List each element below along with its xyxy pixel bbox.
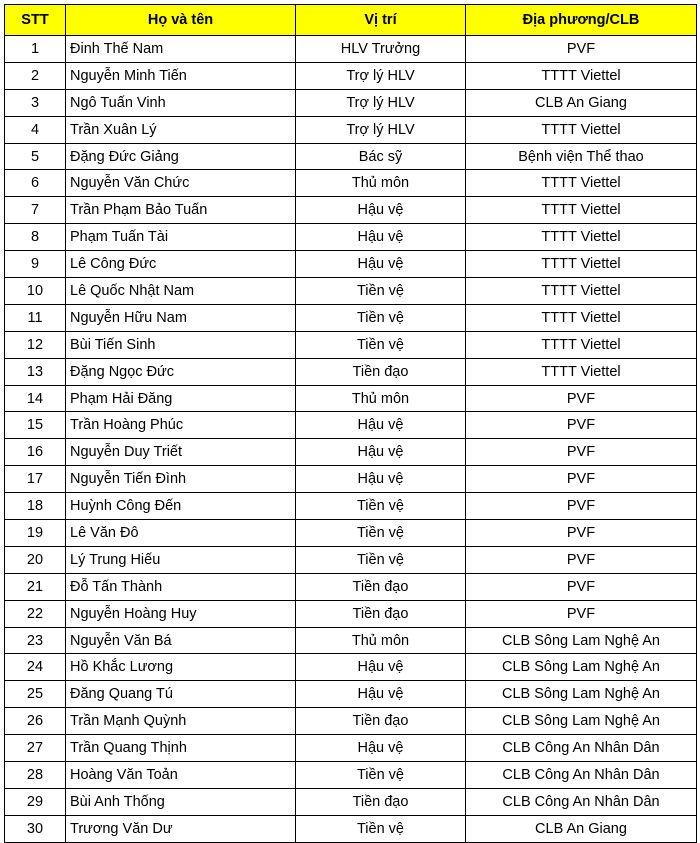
cell-stt: 8 [5, 224, 66, 251]
cell-position: Tiền vệ [296, 762, 466, 789]
cell-name: Ngô Tuấn Vinh [66, 89, 296, 116]
table-row [5, 573, 697, 600]
cell-position: Tiền vệ [296, 520, 466, 547]
cell-position: Tiền đạo [296, 573, 466, 600]
cell-position: HLV Trưởng [296, 36, 466, 63]
cell-name: Hoàng Văn Toản [66, 762, 296, 789]
cell-position: Tiền vệ [296, 815, 466, 842]
cell-club: TTTT Viettel [466, 331, 697, 358]
cell-position: Tiền vệ [296, 546, 466, 573]
cell-name: Nguyễn Duy Triết [66, 439, 296, 466]
table-row [5, 278, 697, 305]
roster-body [5, 36, 697, 843]
roster-table [4, 4, 697, 843]
table-row [5, 439, 697, 466]
table-row [5, 170, 697, 197]
cell-stt: 17 [5, 466, 66, 493]
table-row [5, 358, 697, 385]
cell-name: Phạm Hải Đăng [66, 385, 296, 412]
cell-name: Đặng Đức Giảng [66, 143, 296, 170]
cell-club: TTTT Viettel [466, 170, 697, 197]
table-row [5, 681, 697, 708]
cell-name: Đăng Quang Tú [66, 681, 296, 708]
cell-club: TTTT Viettel [466, 116, 697, 143]
cell-position: Bác sỹ [296, 143, 466, 170]
cell-name: Nguyễn Tiến Đình [66, 466, 296, 493]
table-row [5, 627, 697, 654]
cell-stt: 22 [5, 600, 66, 627]
table-row [5, 654, 697, 681]
cell-position: Tiền đạo [296, 708, 466, 735]
cell-club: PVF [466, 466, 697, 493]
cell-name: Trần Hoàng Phúc [66, 412, 296, 439]
table-row [5, 143, 697, 170]
cell-stt: 29 [5, 788, 66, 815]
cell-name: Đỗ Tấn Thành [66, 573, 296, 600]
cell-club: TTTT Viettel [466, 304, 697, 331]
cell-club: PVF [466, 493, 697, 520]
cell-name: Lê Văn Đô [66, 520, 296, 547]
cell-position: Hậu vệ [296, 681, 466, 708]
cell-position: Hậu vệ [296, 735, 466, 762]
cell-position: Tiền vệ [296, 278, 466, 305]
cell-stt: 9 [5, 251, 66, 278]
cell-club: CLB Công An Nhân Dân [466, 735, 697, 762]
cell-stt: 24 [5, 654, 66, 681]
cell-stt: 10 [5, 278, 66, 305]
cell-stt: 23 [5, 627, 66, 654]
cell-name: Nguyễn Hữu Nam [66, 304, 296, 331]
cell-club: CLB Sông Lam Nghệ An [466, 627, 697, 654]
cell-position: Hậu vệ [296, 412, 466, 439]
cell-name: Hồ Khắc Lương [66, 654, 296, 681]
cell-stt: 19 [5, 520, 66, 547]
cell-position: Tiền đạo [296, 600, 466, 627]
cell-position: Thủ môn [296, 170, 466, 197]
cell-name: Bùi Tiến Sinh [66, 331, 296, 358]
cell-club: CLB Công An Nhân Dân [466, 788, 697, 815]
cell-club: PVF [466, 439, 697, 466]
table-row [5, 815, 697, 842]
cell-club: PVF [466, 600, 697, 627]
cell-club: PVF [466, 412, 697, 439]
table-row [5, 62, 697, 89]
cell-name: Phạm Tuấn Tài [66, 224, 296, 251]
table-row [5, 224, 697, 251]
cell-position: Hậu vệ [296, 654, 466, 681]
table-row [5, 788, 697, 815]
cell-stt: 1 [5, 36, 66, 63]
cell-club: PVF [466, 520, 697, 547]
header-position: Vị trí [296, 5, 466, 36]
table-row [5, 762, 697, 789]
table-row [5, 493, 697, 520]
cell-stt: 4 [5, 116, 66, 143]
cell-name: Nguyễn Văn Bá [66, 627, 296, 654]
cell-club: TTTT Viettel [466, 224, 697, 251]
cell-club: CLB An Giang [466, 815, 697, 842]
header-name: Họ và tên [66, 5, 296, 36]
cell-name: Lê Công Đức [66, 251, 296, 278]
table-row [5, 36, 697, 63]
cell-position: Hậu vệ [296, 251, 466, 278]
cell-club: TTTT Viettel [466, 251, 697, 278]
cell-position: Tiền đạo [296, 358, 466, 385]
cell-name: Đặng Ngọc Đức [66, 358, 296, 385]
table-row [5, 385, 697, 412]
cell-club: PVF [466, 573, 697, 600]
cell-name: Trần Phạm Bảo Tuấn [66, 197, 296, 224]
cell-stt: 18 [5, 493, 66, 520]
cell-position: Thủ môn [296, 385, 466, 412]
cell-club: PVF [466, 385, 697, 412]
cell-name: Trương Văn Dư [66, 815, 296, 842]
cell-stt: 15 [5, 412, 66, 439]
cell-club: TTTT Viettel [466, 62, 697, 89]
cell-name: Nguyễn Văn Chức [66, 170, 296, 197]
table-row [5, 251, 697, 278]
cell-name: Trần Xuân Lý [66, 116, 296, 143]
table-row [5, 331, 697, 358]
cell-stt: 2 [5, 62, 66, 89]
cell-position: Thủ môn [296, 627, 466, 654]
table-row [5, 466, 697, 493]
cell-stt: 13 [5, 358, 66, 385]
cell-position: Trợ lý HLV [296, 89, 466, 116]
header-row [5, 5, 697, 36]
cell-stt: 28 [5, 762, 66, 789]
header-club: Địa phương/CLB [466, 5, 697, 36]
cell-stt: 11 [5, 304, 66, 331]
cell-stt: 16 [5, 439, 66, 466]
cell-club: TTTT Viettel [466, 278, 697, 305]
cell-position: Tiền vệ [296, 304, 466, 331]
cell-stt: 12 [5, 331, 66, 358]
cell-position: Tiền vệ [296, 331, 466, 358]
cell-stt: 6 [5, 170, 66, 197]
cell-position: Hậu vệ [296, 197, 466, 224]
table-row [5, 116, 697, 143]
cell-club: CLB Sông Lam Nghệ An [466, 681, 697, 708]
cell-name: Lý Trung Hiếu [66, 546, 296, 573]
table-row [5, 600, 697, 627]
cell-stt: 5 [5, 143, 66, 170]
table-row [5, 546, 697, 573]
cell-club: TTTT Viettel [466, 197, 697, 224]
cell-stt: 25 [5, 681, 66, 708]
cell-name: Nguyễn Minh Tiến [66, 62, 296, 89]
table-row [5, 708, 697, 735]
cell-club: CLB An Giang [466, 89, 697, 116]
cell-stt: 7 [5, 197, 66, 224]
cell-name: Đinh Thế Nam [66, 36, 296, 63]
cell-stt: 30 [5, 815, 66, 842]
cell-club: CLB Sông Lam Nghệ An [466, 654, 697, 681]
cell-position: Trợ lý HLV [296, 116, 466, 143]
cell-name: Trần Mạnh Quỳnh [66, 708, 296, 735]
cell-position: Tiền vệ [296, 493, 466, 520]
cell-position: Hậu vệ [296, 466, 466, 493]
cell-stt: 27 [5, 735, 66, 762]
table-row [5, 735, 697, 762]
cell-name: Lê Quốc Nhật Nam [66, 278, 296, 305]
table-row [5, 89, 697, 116]
cell-stt: 21 [5, 573, 66, 600]
cell-stt: 3 [5, 89, 66, 116]
header-stt: STT [5, 5, 66, 36]
cell-position: Hậu vệ [296, 439, 466, 466]
cell-name: Huỳnh Công Đến [66, 493, 296, 520]
cell-club: PVF [466, 546, 697, 573]
cell-club: Bệnh viện Thể thao [466, 143, 697, 170]
cell-club: CLB Sông Lam Nghệ An [466, 708, 697, 735]
cell-position: Tiền đạo [296, 788, 466, 815]
cell-club: TTTT Viettel [466, 358, 697, 385]
table-row [5, 304, 697, 331]
table-row [5, 197, 697, 224]
table-row [5, 412, 697, 439]
cell-stt: 14 [5, 385, 66, 412]
cell-club: CLB Công An Nhân Dân [466, 762, 697, 789]
cell-name: Bùi Anh Thống [66, 788, 296, 815]
cell-stt: 26 [5, 708, 66, 735]
cell-position: Hậu vệ [296, 224, 466, 251]
cell-stt: 20 [5, 546, 66, 573]
cell-position: Trợ lý HLV [296, 62, 466, 89]
cell-club: PVF [466, 36, 697, 63]
cell-name: Trần Quang Thịnh [66, 735, 296, 762]
table-row [5, 520, 697, 547]
cell-name: Nguyễn Hoàng Huy [66, 600, 296, 627]
